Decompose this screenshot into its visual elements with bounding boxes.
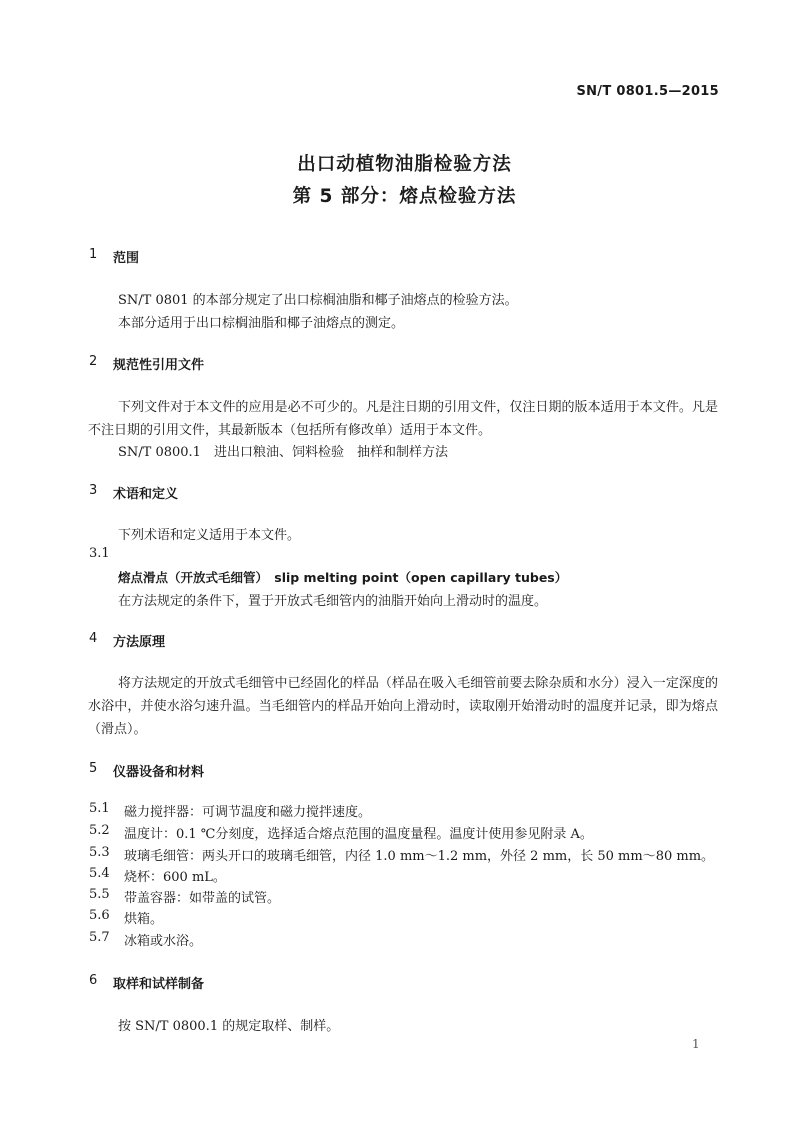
item-text: 玻璃毛细管：两头开口的玻璃毛细管，内径 1.0 mm～1.2 mm，外径 2 mm，长 50 mm～80 mm。 [124, 849, 715, 864]
section-title: 术语和定义 [113, 487, 179, 502]
item-text: 温度计：0.1 ℃分刻度，选择适合熔点范围的温度量程。温度计使用参见附录 A。 [124, 827, 593, 842]
paragraph: 下列术语和定义适用于本文件。 [118, 528, 301, 543]
item-text: 磁力搅拌器：可调节温度和磁力搅拌速度。 [124, 805, 372, 820]
page-number: 1 [692, 1037, 700, 1051]
section-title: 仪器设备和材料 [113, 765, 205, 780]
item-number: 5.2 [89, 823, 110, 838]
term-entry: 熔点滑点（开放式毛细管） slip melting point（open capillary tubes） [118, 570, 568, 585]
standard-code: SN/T 0801.5—2015 [576, 84, 719, 99]
term-number: 3.1 [89, 546, 110, 561]
item-number: 5.6 [89, 908, 110, 923]
sub-title: 第 5 部分：熔点检验方法 [292, 186, 517, 207]
section-number: 3 [89, 483, 98, 498]
section-title: 规范性引用文件 [113, 358, 205, 373]
item-text: 冰箱或水浴。 [124, 934, 203, 949]
paragraph: SN/T 0801 的本部分规定了出口棕榈油脂和椰子油熔点的检验方法。 [118, 293, 518, 308]
section-number: 1 [89, 247, 98, 262]
section-number: 2 [89, 354, 98, 369]
item-number: 5.1 [89, 801, 110, 816]
paragraph: 下列文件对于本文件的应用是必不可少的。凡是注日期的引用文件，仅注日期的版本适用于本文件。凡是不注日期的引用文件，其最新版本（包括所有修改单）适用于本文件。 [88, 400, 718, 438]
item-number: 5.5 [89, 887, 110, 902]
section-number: 4 [89, 631, 98, 646]
item-number: 5.7 [89, 930, 110, 945]
item-number: 5.3 [89, 845, 110, 860]
item-text: 烧杯：600 mL。 [124, 870, 226, 885]
item-number: 5.4 [89, 866, 110, 881]
section-title: 范围 [113, 251, 140, 266]
section-title: 取样和试样制备 [113, 977, 205, 992]
term-definition: 在方法规定的条件下，置于开放式毛细管内的油脂开始向上滑动时的温度。 [118, 594, 548, 609]
section-number: 6 [89, 973, 98, 988]
item-text: 烘箱。 [124, 912, 164, 927]
paragraph: 将方法规定的开放式毛细管中已经固化的样品（样品在吸入毛细管前要去除杂质和水分）浸入一定深度的水浴中，并使水浴匀速升温。当毛细管内的样品开始向上滑动时，读取刚开始滑动时的温度并记录，即为熔点（滑点）。 [88, 676, 718, 737]
item-text: 带盖容器：如带盖的试管。 [124, 891, 281, 906]
paragraph: 本部分适用于出口棕榈油脂和椰子油熔点的测定。 [118, 316, 405, 331]
main-title: 出口动植物油脂检验方法 [297, 154, 512, 175]
paragraph: 按 SN/T 0800.1 的规定取样、制样。 [118, 1019, 340, 1034]
section-number: 5 [89, 761, 98, 776]
section-title: 方法原理 [113, 635, 166, 650]
normative-reference: SN/T 0800.1 进出口粮油、饲料检验 抽样和制样方法 [118, 445, 448, 460]
